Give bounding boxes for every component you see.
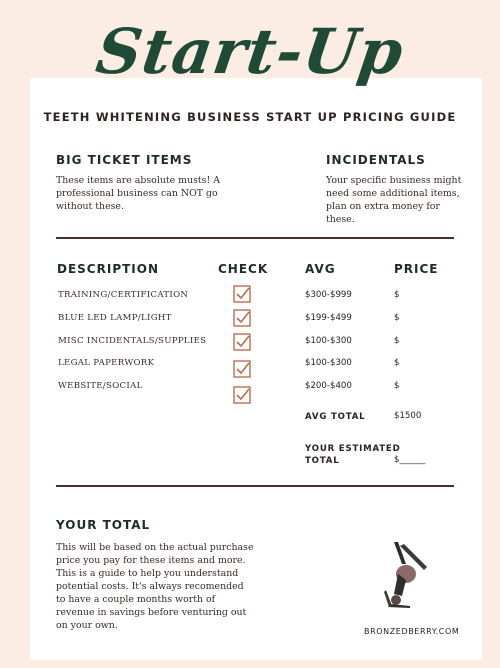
col-header-check: CHECK [218,262,269,276]
divider-bottom [56,485,454,487]
yoga-figure-illustration [380,540,432,612]
row-description: WEBSITE/SOCIAL [58,381,143,391]
your-total-heading: YOUR TOTAL [56,518,151,532]
divider-top [56,237,454,239]
incidentals-heading: INCIDENTALS [326,153,426,167]
row-avg: $100-$300 [305,336,352,346]
checkbox-checked-icon[interactable] [233,333,251,351]
checkbox-checked-icon[interactable] [233,285,251,303]
row-price: $ [394,381,400,391]
row-price: $ [394,290,400,300]
row-price: $ [394,336,400,346]
row-avg: $199-$499 [305,313,352,323]
row-description: LEGAL PAPERWORK [58,358,155,368]
estimated-total-label: YOUR ESTIMATED [305,444,401,454]
row-price: $ [394,358,400,368]
row-description: BLUE LED LAMP/LIGHT [58,313,172,323]
col-header-description: DESCRIPTION [57,262,160,276]
checkbox-checked-icon[interactable] [233,386,251,404]
page-title: Start-Up [91,15,409,88]
avg-total-label: AVG TOTAL [305,412,366,422]
estimated-total-value[interactable]: $______ [394,455,426,465]
row-description: TRAINING/CERTIFICATION [58,290,189,300]
row-description: MISC INCIDENTALS/SUPPLIES [58,336,207,346]
col-header-avg: AVG [305,262,336,276]
row-price: $ [394,313,400,323]
incidentals-body: Your specific business might need some additional items, plan on extra money for these. [326,175,462,225]
estimated-total-label-2: TOTAL [305,456,340,466]
big-ticket-body: These items are absolute musts! A professional business can NOT go without these. [56,175,220,212]
row-avg: $300-$999 [305,290,352,300]
brand-url[interactable]: BRONZEDBERRY.COM [364,627,460,636]
avg-total-value: $1500 [394,411,422,421]
checkbox-checked-icon[interactable] [233,360,251,378]
col-header-price: PRICE [394,262,439,276]
checkbox-checked-icon[interactable] [233,309,251,327]
row-avg: $100-$300 [305,358,352,368]
your-total-body: This will be based on the actual purchase price you pay for these items and more. This is a guide to help you understand potential costs. It's always recomended to have a couple months worth of revenue in savings before venturing out on your own. [56,542,254,631]
row-avg: $200-$400 [305,381,352,391]
page-subtitle: TEETH WHITENING BUSINESS START UP PRICING GUIDE [43,110,457,124]
big-ticket-heading: BIG TICKET ITEMS [56,153,193,167]
